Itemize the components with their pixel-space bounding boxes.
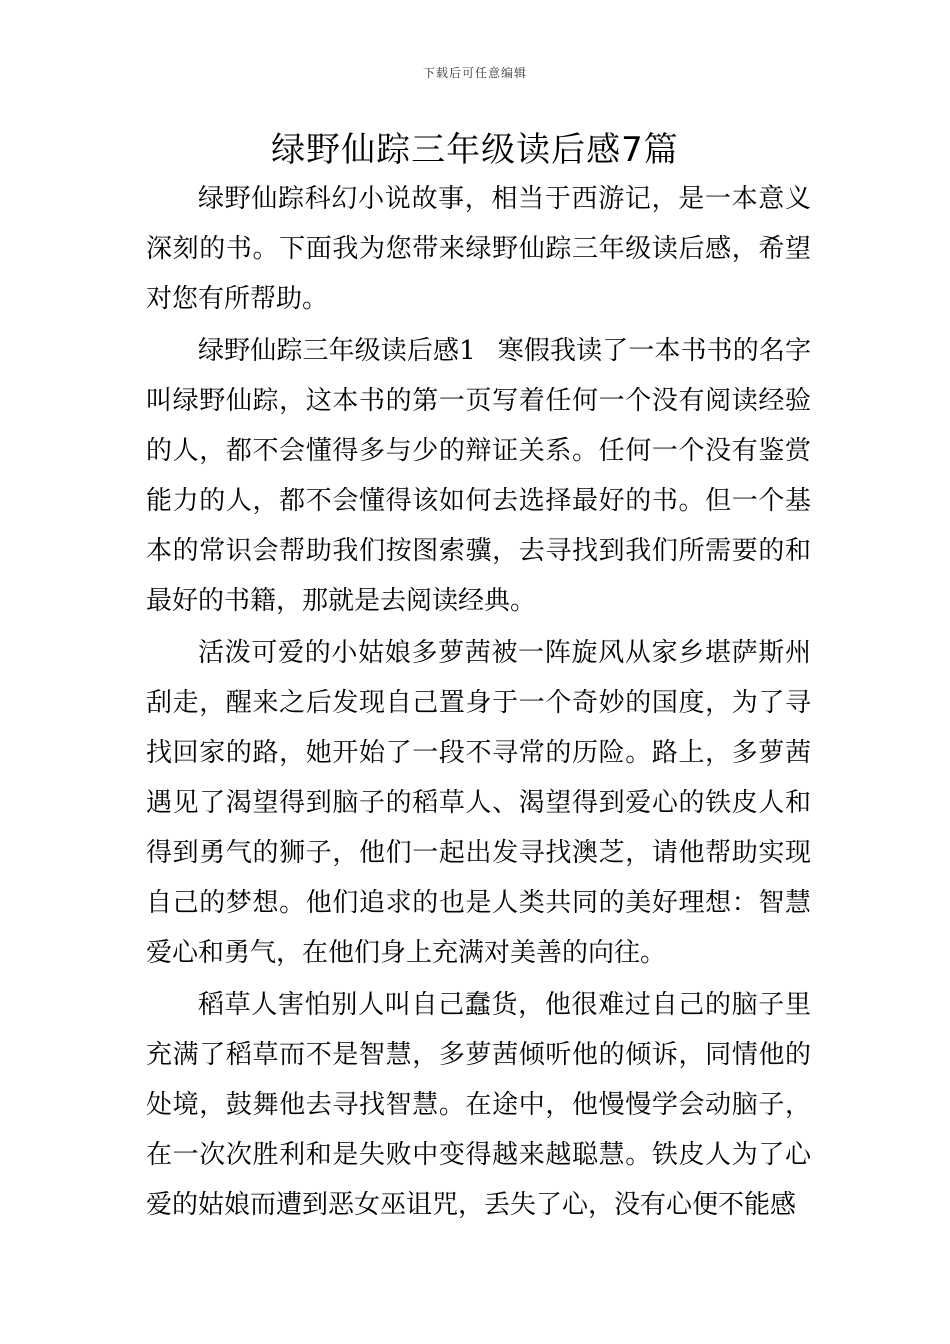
page-header-note: 下载后可任意编辑 bbox=[422, 66, 527, 80]
section-1-text: 寒假我读了一本书书的名字叫绿野仙踪，这本书的第一页写着任何一个没有阅读经验的人，都不会懂得多与少的辩证关系。任何一个没有鉴赏能力的人，都不会懂得该如何去选择最好的书。但一个基本的常识会帮助我们按图索骥，去寻找到我们所需要的和最好的书籍，那就是去阅读经典。 bbox=[146, 336, 811, 616]
paragraph-2: 活泼可爱的小姑娘多萝茜被一阵旋风从家乡堪萨斯州刮走，醒来之后发现自己置身于一个奇妙的国度，为了寻找回家的路，她开始了一段不寻常的历险。路上，多萝茜遇见了渴望得到脑子的稻草人、渴望得到爱心的铁皮人和得到勇气的狮子，他们一起出发寻找澳芝，请他帮助实现自己的梦想。他们追求的也是人类共同的美好理想：智慧爱心和勇气，在他们身上充满对美善的向往。 bbox=[146, 638, 811, 968]
section-1-heading: 绿野仙踪三年级读后感1 bbox=[198, 336, 476, 366]
document-body bbox=[146, 174, 811, 1230]
paragraph-3: 稻草人害怕别人叫自己蠢货，他很难过自己的脑子里充满了稻草而不是智慧，多萝茜倾听他的倾诉，同情他的处境，鼓舞他去寻找智慧。在途中，他慢慢学会动脑子，在一次次胜利和是失败中变得越来越聪慧。铁皮人为了心爱的姑娘而遭到恶女巫诅咒，丢失了心，没有心便不能感 bbox=[146, 990, 811, 1220]
section-1-paragraph bbox=[146, 326, 811, 626]
page-title: 绿野仙踪三年级读后感7篇 bbox=[271, 130, 679, 170]
intro-paragraph: 绿野仙踪科幻小说故事，相当于西游记，是一本意义深刻的书。下面我为您带来绿野仙踪三年级读后感，希望对您有所帮助。 bbox=[146, 184, 811, 314]
